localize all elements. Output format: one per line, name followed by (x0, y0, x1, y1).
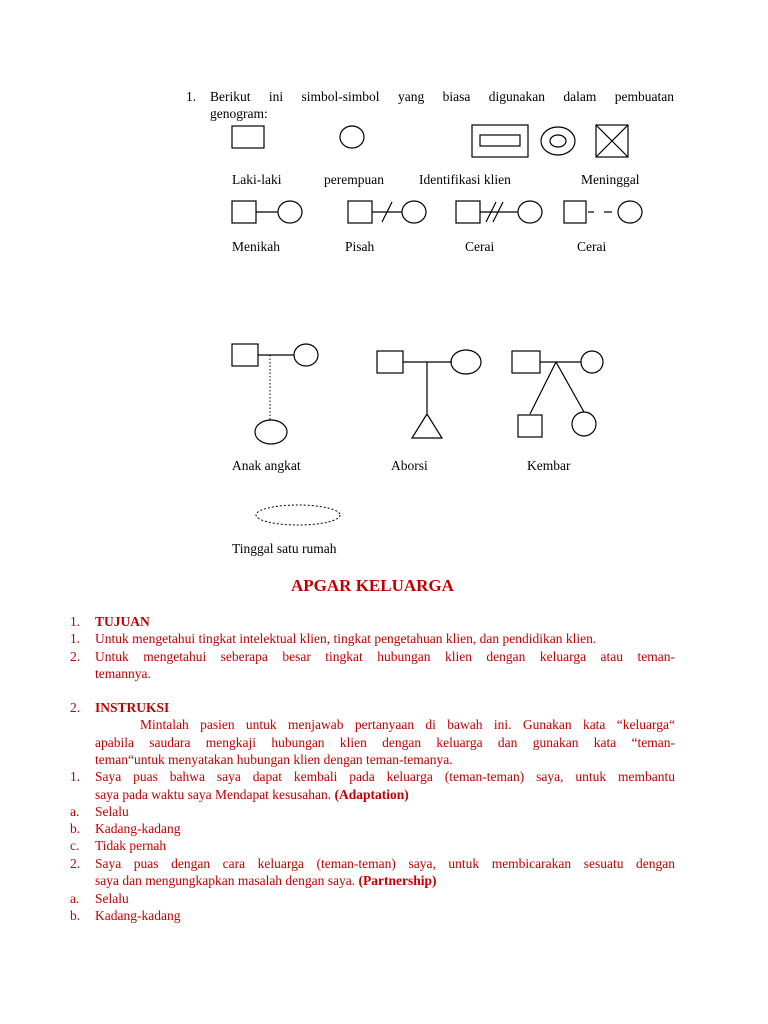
question-2-option-b-letter: b. (70, 908, 81, 923)
tujuan-item-1-text: Untuk mengetahui tingkat intelektual klien, tingkat pengetahuan klien, dan pendidikan klien. (95, 631, 597, 646)
instruksi-line1: Mintalah pasien untuk menjawab pertanyaan di bawah ini. Gunakan kata “keluarga“ (140, 717, 675, 732)
question-2-option-a-letter: a. (70, 891, 80, 906)
question-1-option-b-letter: b. (70, 821, 81, 836)
intro-line1: Berikut ini simbol-simbol yang biasa digunakan dalam pembuatan (210, 89, 674, 104)
question-1-option-c-letter: c. (70, 838, 80, 853)
question-1-option-a-text: Selalu (95, 804, 129, 819)
instruksi-number: 2. (70, 700, 81, 715)
question-1-line1: Saya puas bahwa saya dapat kembali pada keluarga (teman-teman) saya, untuk membantu (95, 769, 675, 784)
question-1-line2-text: saya pada waktu saya Mendapat kesusahan. (95, 787, 332, 802)
question-2-line2-text: saya dan mengungkapkan masalah dengan saya. (95, 873, 356, 888)
question-2-option-a-text: Selalu (95, 891, 129, 906)
tujuan-heading: TUJUAN (95, 614, 150, 629)
label-kembar: Kembar (527, 458, 571, 473)
tujuan-item-1-number: 1. (70, 631, 81, 646)
question-2-number: 2. (70, 856, 81, 871)
same-household-symbol (256, 505, 340, 525)
female-symbol (340, 126, 364, 148)
label-identifikasi-klien: Identifikasi klien (419, 172, 511, 187)
question-2-line2 (95, 873, 437, 889)
instruksi-line3: teman“untuk menyatakan hubungan klien dengan teman-temanya. (95, 752, 453, 767)
client-identification-symbol (472, 125, 528, 157)
question-2-tag: (Partnership) (358, 873, 437, 888)
question-1-option-b-text: Kadang-kadang (95, 821, 181, 836)
label-aborsi: Aborsi (391, 458, 428, 473)
twins-symbol (512, 351, 603, 437)
intro-line2: genogram: (210, 106, 268, 121)
label-anak-angkat: Anak angkat (232, 458, 301, 473)
question-1-line2 (95, 787, 409, 803)
tujuan-number: 1. (70, 614, 81, 629)
instruksi-line2: apabila saudara mengkaji hubungan klien dengan keluarga dan gunakan kata “teman- (95, 735, 675, 750)
question-1-option-c-text: Tidak pernah (95, 838, 167, 853)
question-1-option-a-letter: a. (70, 804, 80, 819)
question-2-line1: Saya puas dengan cara keluarga (teman-teman) saya, untuk membicarakan sesuatu dengan (95, 856, 675, 871)
question-1-tag: (Adaptation) (334, 787, 409, 802)
divorced-dashed-symbol (564, 201, 642, 223)
label-pisah: Pisah (345, 239, 375, 254)
abortion-symbol (377, 350, 481, 438)
label-tinggal-satu-rumah: Tinggal satu rumah (232, 541, 337, 556)
divorced-symbol (456, 201, 542, 223)
separated-symbol (348, 201, 426, 223)
tujuan-item-2-line1: Untuk mengetahui seberapa besar tingkat hubungan klien dengan keluarga atau teman- (95, 649, 675, 664)
question-2-option-b-text: Kadang-kadang (95, 908, 181, 923)
label-cerai-2: Cerai (577, 239, 607, 254)
page-title: APGAR KELUARGA (291, 576, 454, 595)
label-menikah: Menikah (232, 239, 280, 254)
tujuan-item-2-number: 2. (70, 649, 81, 664)
tujuan-item-2-line2: temannya. (95, 666, 151, 681)
deceased-symbol (596, 125, 628, 157)
male-symbol (232, 126, 264, 148)
question-1-number: 1. (70, 769, 81, 784)
label-cerai-1: Cerai (465, 239, 495, 254)
client-identification-female-symbol (541, 127, 575, 155)
married-symbol (232, 201, 302, 223)
intro-number: 1. (186, 89, 197, 104)
adopted-child-symbol (232, 344, 318, 444)
label-perempuan: perempuan (324, 172, 384, 187)
label-laki-laki: Laki-laki (232, 172, 282, 187)
instruksi-heading: INSTRUKSI (95, 700, 170, 715)
label-meninggal: Meninggal (581, 172, 640, 187)
